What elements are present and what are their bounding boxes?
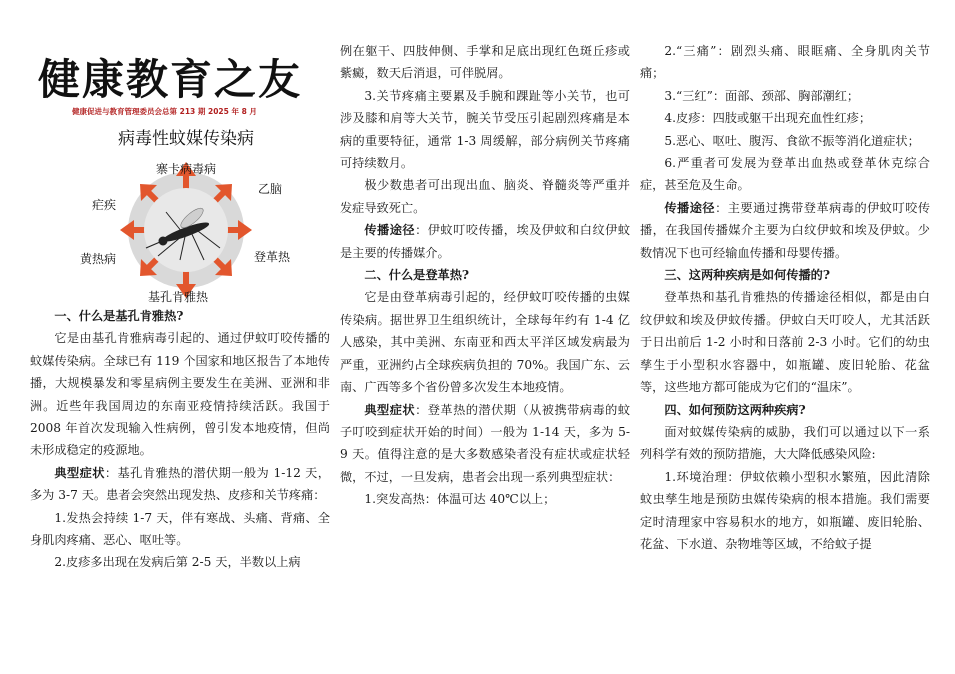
label-japanese-encephalitis: 乙脑 — [258, 182, 283, 196]
paragraph: 例在躯干、四肢伸侧、手掌和足底出现红色斑丘疹或紫癜，数天后消退，可伴脱屑。 — [340, 44, 630, 81]
column-1-text — [30, 305, 330, 574]
lead-label: 传播途径 — [364, 223, 416, 238]
lead-label: 典型症状 — [54, 465, 105, 480]
list-item: 5.恶心、呕吐、腹泻、食欲不振等消化道症状； — [664, 133, 920, 148]
list-item: 1.环境治理：伊蚊依赖小型积水繁殖，因此清除蚊虫孳生地是预防虫媒传染病的根本措施。我们需要定时清理家中容易积水的地方，如瓶罐、废旧轮胎、花盆、下水道、杂物堆等区域，不给蚊子提 — [640, 469, 930, 551]
section-heading: 一、什么是基孔肯雅热? — [54, 309, 184, 323]
label-malaria: 疟疾 — [92, 198, 117, 212]
paragraph: 它是由基孔肯雅病毒引起的、通过伊蚊叮咬传播的蚊媒传染病。全球已有 119 个国家和地区报告了本地传播，大规模暴发和零星病例主要发生在美洲、亚洲和非洲。近些年我国周边的东南亚疫情持续活跃。我国于 2008 年首次发现输入性病例，曾引发本地疫情，但尚未形成稳定的疫源地。 — [30, 331, 330, 458]
lead-text: ：伊蚊叮咬传播，埃及伊蚊和白纹伊蚊是主要的传播媒介。 — [340, 223, 630, 260]
list-item: 1.突发高热：体温可达 40℃以上； — [364, 492, 556, 507]
list-item: 2.皮疹多出现在发病后第 2-5 天，半数以上病 — [54, 555, 301, 570]
masthead: 健康教育之友 — [38, 55, 303, 104]
paragraph: 极少数患者可出现出血、脑炎、脊髓炎等严重并发症导致死亡。 — [340, 178, 630, 215]
label-zika: 寨卡病毒病 — [156, 162, 217, 176]
lead-label: 典型症状 — [364, 402, 416, 417]
lead-text: ：主要通过携带登革病毒的伊蚊叮咬传播，在我国传播媒介主要为白纹伊蚊和埃及伊蚊。少数情况下也可经输血传播和母婴传播。 — [640, 200, 930, 260]
lead-text: ：基孔肯雅热的潜伏期一般为 1-12 天，多为 3-7 天。患者会突然出现发热、皮疹和关节疼痛： — [30, 465, 330, 503]
lead-paragraph — [640, 197, 930, 264]
paragraph: 登革热和基孔肯雅热的传播途径相似，都是由白纹伊蚊和埃及伊蚊传播。伊蚊白天叮咬人，尤其活跃于日出前后 1-2 小时和日落前 2-3 小时。它们的幼虫孳生于小型积水容器中，如瓶罐、废旧轮胎、花盆等，这些地方都可能成为它们的“温床”。 — [640, 290, 930, 395]
list-item: 2.“三痛”：剧烈头痛、眼眶痛、全身肌肉关节痛； — [640, 44, 930, 81]
list-item: 4.皮疹：四肢或躯干出现充血性红疹； — [664, 111, 872, 126]
paragraph: 它是由登革病毒引起的，经伊蚊叮咬传播的虫媒传染病。据世界卫生组织统计，全球每年约有 1-4 亿人感染，其中美洲、东南亚和西太平洋区域发病最为严重，亚洲约占全球疾病负担的 70%。我国广东、云南、广西等多个省份曾多次发生本地疫情。 — [340, 290, 630, 395]
lead-text: ：登革热的潜伏期（从被携带病毒的蚊子叮咬到症状开始的时间）一般为 1-14 天，多为 5-9 天。值得注意的是大多数感染者没有症状或症状轻微，不过，一旦发病，患者会出现一系列典型症状： — [340, 402, 630, 484]
paragraph: 面对蚊媒传染病的威胁，我们可以通过以下一系列科学有效的预防措施，大大降低感染风险: — [640, 424, 930, 462]
label-dengue: 登革热 — [254, 250, 291, 264]
column-3-text — [640, 40, 930, 555]
column-1 — [30, 0, 330, 674]
column-2-text — [340, 40, 630, 511]
section-heading: 二、什么是登革热? — [364, 268, 470, 283]
lead-paragraph — [340, 399, 630, 489]
column-3 — [640, 0, 930, 674]
lead-paragraph — [30, 462, 330, 507]
lead-paragraph — [340, 219, 630, 264]
label-yellow-fever: 黄热病 — [80, 252, 117, 266]
list-item: 6.严重者可发展为登革出血热或登革休克综合症，甚至危及生命。 — [640, 156, 930, 193]
section-heading: 四、如何预防这两种疾病? — [664, 402, 806, 417]
column-2 — [340, 0, 630, 674]
issue-line: 健康促进与教育管理委员会总第 213 期 2025 年 8 月 — [72, 107, 257, 116]
list-item: 3.关节疼痛主要累及手腕和踝趾等小关节，也可涉及膝和肩等大关节，腕关节受压引起剧烈疼痛是本病的重要特征，通常 1-3 周缓解，部分病例关节疼痛可持续数月。 — [340, 88, 630, 171]
list-item: 3.“三红”：面部、颈部、胸部潮红； — [664, 88, 860, 103]
section-heading: 三、这两种疾病是如何传播的? — [664, 268, 830, 283]
article-title: 病毒性蚊媒传染病 — [118, 129, 254, 149]
label-chikungunya: 基孔肯雅热 — [148, 290, 209, 304]
lead-label: 传播途径 — [664, 200, 716, 215]
list-item: 1.发热会持续 1-7 天，伴有寒战、头痛、背痛、全身肌肉疼痛、恶心、呕吐等。 — [30, 510, 330, 548]
